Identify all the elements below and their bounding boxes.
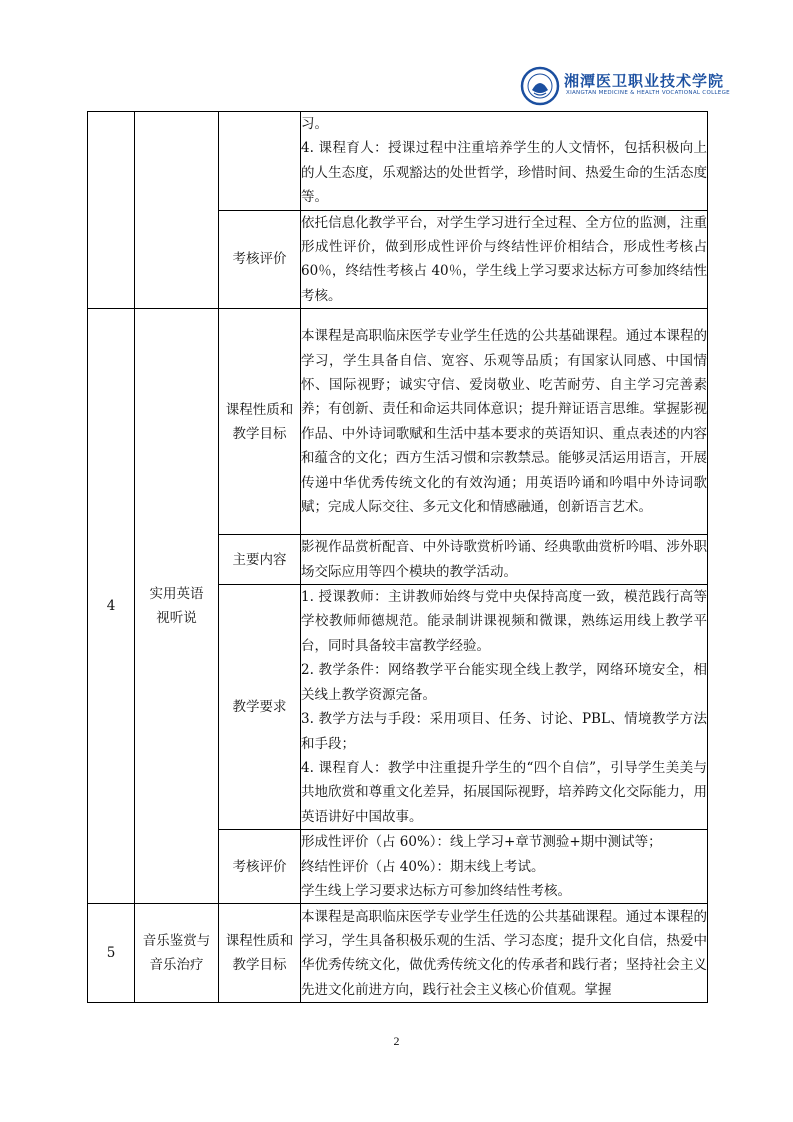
paragraph: 1. 授课教师：主讲教师始终与党中央保持高度一致，模范践行高等学校教师师德规范。能录制讲课视频和微课，熟练运用线上教学平台，同时具备较丰富教学经验。 [301,589,707,654]
school-name-en: XIANGTAN MEDICINE & HEALTH VOCATIONAL COLLEGE [566,90,730,96]
cell-label: 课程性质和教学目标 [219,904,301,1003]
paragraph: 学生线上学习要求达标方可参加终结性考核。 [301,882,571,899]
course-table [87,111,708,1003]
empty-cell [135,112,219,309]
assessment-text [301,830,708,904]
paragraph: 终结性评价（占 40%）：期末线上考试。 [301,858,545,875]
course-goal-text: 本课程是高职临床医学专业学生任选的公共基础课程。通过本课程的学习，学生具备积极乐观的生活、学习态度；提升文化自信，热爱中华优秀传统文化，做优秀传统文化的传承者和践行者；坚持社会主义先进文化前进方向，践行社会主义核心价值观。掌握 [301,904,708,1003]
school-name: 湘潭医卫职业技术学院 [564,72,725,90]
cell-label: 课程性质和教学目标 [219,309,301,535]
teaching-requirements-tail [301,112,708,211]
paragraph: 形成性评价（占 60%）：线上学习+章节测验+期中测试等； [301,834,662,851]
table-row [88,309,708,535]
cell-label: 考核评价 [219,830,301,904]
paragraph: 4. 课程育人：授课过程中注重培养学生的人文情怀，包括积极向上的人生态度，乐观豁达的处世哲学，珍惜时间、热爱生命的生活态度等。 [301,140,707,206]
paragraph: 习。 [301,116,328,132]
course-name: 实用英语视听说 [135,309,219,904]
empty-cell [88,112,135,309]
cell-label: 考核评价 [219,210,301,309]
school-logo [520,66,730,108]
paragraph: 2. 教学条件：网络教学平台能实现全线上教学，网络环境安全，相关线上教学资源完备。 [301,662,707,703]
course-goal-text: 本课程是高职临床医学专业学生任选的公共基础课程。通过本课程的学习，学生具备自信、宽容、乐观等品质；有国家认同感、中国情怀、国际视野；诚实守信、爱岗敬业、吃苦耐劳、自主学习完善素养；有创新、责任和命运共同体意识；提升辩证语言思维。掌握影视作品、中外诗词歌赋和生活中基本要求的英语知识、重点表述的内容和蕴含的文化；西方生活习惯和宗教禁忌。能够灵活运用语言，开展传递中华优秀传统文化的有效沟通；用英语吟诵和吟唱中外诗词歌赋；完成人际交往、多元文化和情感融通，创新语言艺术。 [301,309,708,535]
paragraph: 3. 教学方法与手段：采用项目、任务、讨论、PBL、情境教学方法和手段； [301,711,707,752]
cell-label: 主要内容 [219,535,301,585]
assessment-text: 依托信息化教学平台，对学生学习进行全过程、全方位的监测，注重形成性评价，做到形成性评价与终结性评价相结合，形成性考核占 60％，终结性考核占 40％，学生线上学习要求达标方可参加终结性考核。 [301,210,708,309]
teaching-requirements [301,585,708,830]
course-number: 4 [88,309,135,904]
school-emblem-icon [520,66,560,106]
course-name: 音乐鉴赏与音乐治疗 [135,904,219,1003]
main-content-text: 影视作品赏析配音、中外诗歌赏析吟诵、经典歌曲赏析吟唱、涉外职场交际应用等四个模块的教学活动。 [301,535,708,585]
empty-cell [219,112,301,211]
course-number: 5 [88,904,135,1003]
table-row [88,904,708,1003]
paragraph: 4. 课程育人：教学中注重提升学生的“四个自信”，引导学生美美与共地欣赏和尊重文化差异，拓展国际视野，培养跨文化交际能力，用英语讲好中国故事。 [301,759,707,825]
table-row [88,112,708,211]
page-number: 2 [393,1034,400,1048]
cell-label: 教学要求 [219,585,301,830]
